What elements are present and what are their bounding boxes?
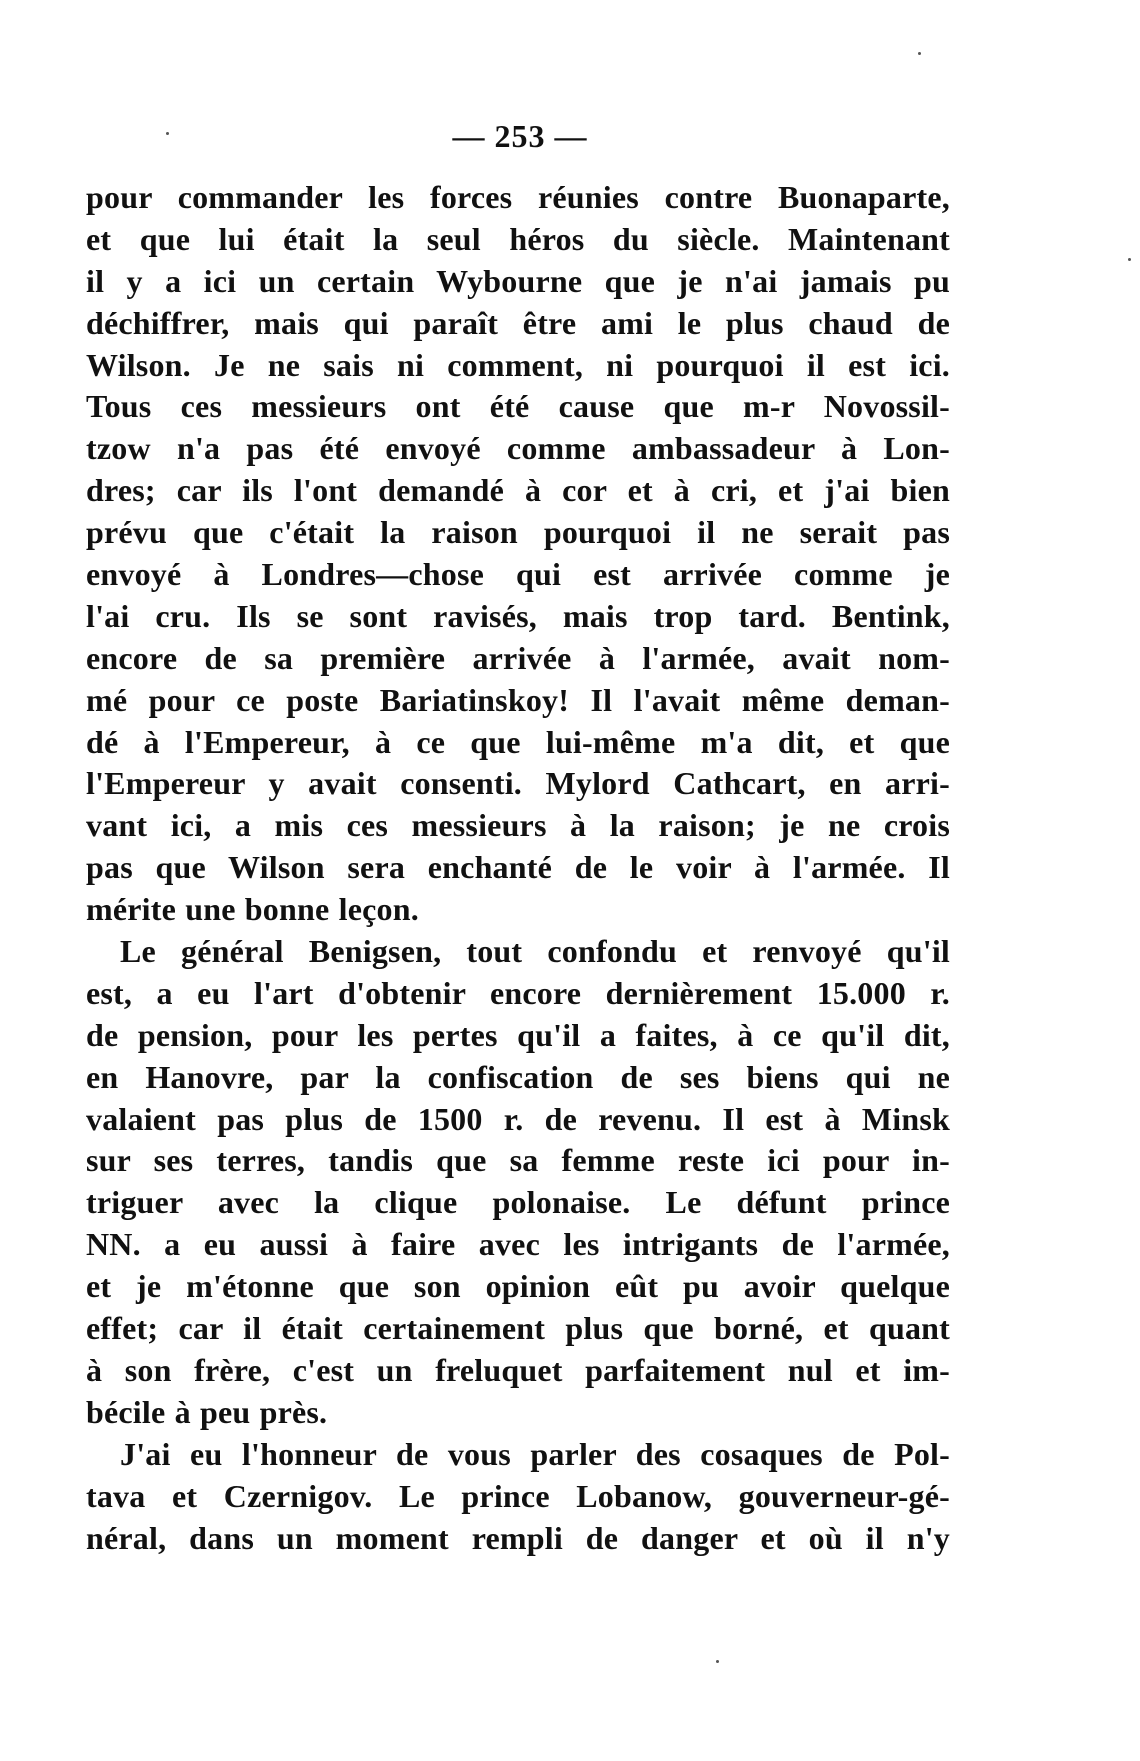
text-line: Wilson. Je ne sais ni comment, ni pourquoi il est ici. [86, 346, 950, 383]
text-line: pour commander les forces réunies contre Buonaparte, [86, 179, 950, 215]
text-line: en Hanovre, par la confiscation de ses biens qui ne [86, 1058, 950, 1095]
text-line: triguer avec la clique polonaise. Le défunt prince [86, 1184, 950, 1221]
text-line: néral, dans un moment rempli de danger et où il n'y [86, 1519, 950, 1556]
scan-speck [918, 52, 921, 55]
text-line: J'ai eu l'honneur de vous parler des cosaques de Pol- [120, 1435, 950, 1472]
text-line: il y a ici un certain Wybourne que je n'ai jamais pu [86, 262, 950, 299]
text-line: vant ici, a mis ces messieurs à la raison; je ne crois [86, 807, 950, 844]
scan-speck [166, 132, 169, 135]
text-line: envoyé à Londres—chose qui est arrivée comme je [86, 556, 950, 593]
text-line: et je m'étonne que son opinion eût pu avoir quelque [86, 1268, 950, 1305]
text-line: à son frère, c'est un freluquet parfaitement nul et im- [86, 1351, 950, 1388]
text-line: prévu que c'était la raison pourquoi il ne serait pas [86, 514, 950, 551]
text-line: est, a eu l'art d'obtenir encore dernièrement 15.000 r. [86, 974, 950, 1011]
text-line: l'ai cru. Ils se sont ravisés, mais trop tard. Bentink, [86, 597, 950, 634]
text-line: mé pour ce poste Bariatinskoy! Il l'avait même deman- [86, 681, 950, 718]
text-line: effet; car il était certainement plus que borné, et quant [86, 1310, 950, 1347]
text-line: Tous ces messieurs ont été cause que m-r Novossil- [86, 388, 950, 425]
text-line: bécile à peu près. [86, 1393, 328, 1430]
text-line: encore de sa première arrivée à l'armée, avait nom- [86, 639, 950, 676]
body-text [86, 177, 950, 1559]
page-number: — 253 — [452, 118, 588, 154]
text-line: tzow n'a pas été envoyé comme ambassadeur à Lon- [86, 430, 950, 467]
text-line: déchiffrer, mais qui paraît être ami le plus chaud de [86, 304, 950, 341]
text-line: dé à l'Empereur, à ce que lui-même m'a dit, et que [86, 723, 950, 760]
text-line: de pension, pour les pertes qu'il a faites, à ce qu'il dit, [86, 1016, 950, 1053]
text-line: sur ses terres, tandis que sa femme reste ici pour in- [86, 1142, 950, 1179]
text-line: et que lui était la seul héros du siècle. Maintenant [86, 220, 950, 257]
text-line: pas que Wilson sera enchanté de le voir à l'armée. Il [86, 849, 950, 886]
text-line: Le général Benigsen, tout confondu et renvoyé qu'il [120, 933, 950, 970]
text-line: l'Empereur y avait consenti. Mylord Cathcart, en arri- [86, 765, 950, 802]
text-line: mérite une bonne leçon. [86, 891, 419, 928]
scan-speck [1128, 258, 1131, 261]
text-line: valaient pas plus de 1500 r. de revenu. Il est à Minsk [86, 1100, 950, 1137]
text-line: tava et Czernigov. Le prince Lobanow, gouverneur-gé- [86, 1477, 950, 1514]
text-line: dres; car ils l'ont demandé à cor et à cri, et j'ai bien [86, 472, 950, 509]
scan-speck [716, 1660, 719, 1663]
text-line: NN. a eu aussi à faire avec les intrigants de l'armée, [86, 1226, 950, 1263]
